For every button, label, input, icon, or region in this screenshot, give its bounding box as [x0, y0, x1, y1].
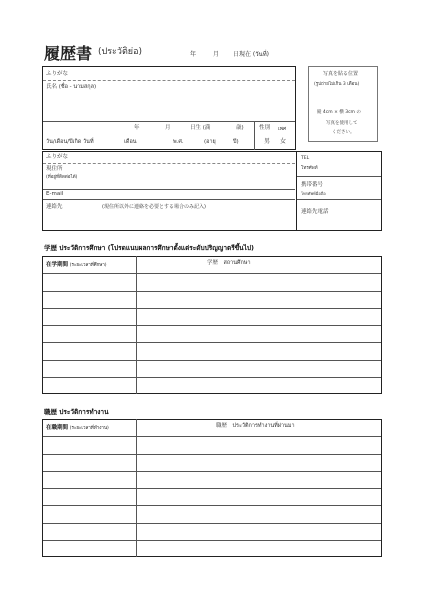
mobile-label[interactable]: 携帯番号 — [301, 182, 324, 188]
contact-note: (現住所以外に連絡を必要とする場合のみ記入) — [102, 204, 206, 210]
education-heading-th: ประวัติการศึกษา (โปรดแนบผลการศึกษาตั้งแต่ระดับปริญญาตรีขึ้นไป) — [59, 244, 254, 252]
birth-year-label: 年 — [134, 125, 140, 131]
tel-thai-label: โทรศัพท์ — [301, 166, 318, 171]
work-row-5[interactable] — [43, 505, 381, 506]
dob-age-label: (อายุ — [204, 139, 216, 145]
name-label[interactable]: 氏名 (ชื่อ - นามสกุล) — [46, 84, 97, 90]
dob-month-label: เดือน — [124, 139, 137, 145]
education-heading — [44, 243, 254, 253]
work-row-4[interactable] — [43, 488, 381, 489]
birth-day-label: 日生 (満 — [190, 125, 211, 131]
work-heading — [44, 407, 109, 417]
work-heading-jp: 職歴 — [44, 408, 57, 416]
work-col1-th: (ระยะเวลาที่ทำงาน) — [69, 426, 109, 431]
current-address-thai-label: (ที่อยู่ที่ติดต่อได้) — [46, 175, 78, 180]
mobile-thai-label: โทรศัพท์มือถือ — [301, 191, 326, 196]
education-col1-header — [46, 260, 107, 268]
education-row-2[interactable] — [43, 291, 381, 292]
work-row-3[interactable] — [43, 471, 381, 472]
work-row-2[interactable] — [43, 454, 381, 455]
education-col2-header: 学歴 สถานศึกษา — [207, 260, 251, 266]
work-heading-th: ประวัติการทำงาน — [59, 408, 109, 416]
email-label[interactable]: E-mail — [46, 191, 64, 197]
gender-male-option[interactable]: 男 — [264, 138, 271, 145]
contact-label[interactable]: 連絡先 — [46, 204, 63, 210]
gender-thai-label: เพศ — [278, 126, 287, 132]
dob-label[interactable]: วัน/เดือน/ปีเกิด วันที่ — [46, 139, 94, 145]
photo-line1: 写真を貼る位置 — [323, 71, 359, 77]
work-row-1[interactable] — [43, 436, 381, 437]
header-date-current: 日現在 (วันที่) — [233, 51, 270, 58]
contact-tel-label[interactable]: 連絡先電話 — [301, 209, 329, 215]
age-unit-label: 歳) — [236, 125, 244, 131]
personal-info-box — [42, 66, 296, 150]
photo-line5: ください。 — [332, 130, 355, 135]
work-row-7[interactable] — [43, 540, 381, 541]
furigana-label: ふりがな — [46, 71, 69, 77]
work-col1-header — [46, 423, 109, 431]
header-month: 月 — [213, 51, 220, 58]
current-address-label[interactable]: 現住所 — [46, 166, 63, 172]
education-row-7[interactable] — [43, 377, 381, 378]
header-year: 年 — [190, 51, 197, 58]
work-col1-jp: 在職期間 — [46, 425, 69, 431]
education-col1-th: (ระยะเวลาที่ศึกษา) — [69, 263, 107, 268]
photo-line2: (รูปถ่ายไม่เกิน 3 เดือน) — [314, 82, 360, 87]
page-title: 履歴書 — [44, 44, 93, 63]
tel-label[interactable]: TEL — [301, 156, 310, 161]
education-row-1[interactable] — [43, 273, 381, 274]
gender-female-option[interactable]: 女 — [280, 138, 287, 145]
work-col2-header: 職歴 ประวัติการทำงานที่ผ่านมา — [216, 423, 295, 429]
education-row-5[interactable] — [43, 342, 381, 343]
birth-month-label: 月 — [165, 125, 171, 131]
dob-age-unit-label: ปี) — [233, 139, 239, 145]
education-row-4[interactable] — [43, 325, 381, 326]
education-heading-jp: 学歴 — [44, 244, 57, 252]
education-col1-jp: 在学期間 — [46, 262, 69, 268]
address-furigana-label: ふりがな — [46, 154, 69, 160]
dob-year-label: พ.ศ. — [173, 139, 184, 145]
photo-line3: 縦 4cm × 横 3cm の — [317, 110, 361, 115]
page-title-thai: (ประวัติย่อ) — [98, 47, 142, 57]
education-row-3[interactable] — [43, 308, 381, 309]
work-row-6[interactable] — [43, 523, 381, 524]
education-row-6[interactable] — [43, 360, 381, 361]
gender-label: 性別 — [259, 125, 271, 131]
photo-line4: 写真を使用して — [326, 121, 358, 126]
